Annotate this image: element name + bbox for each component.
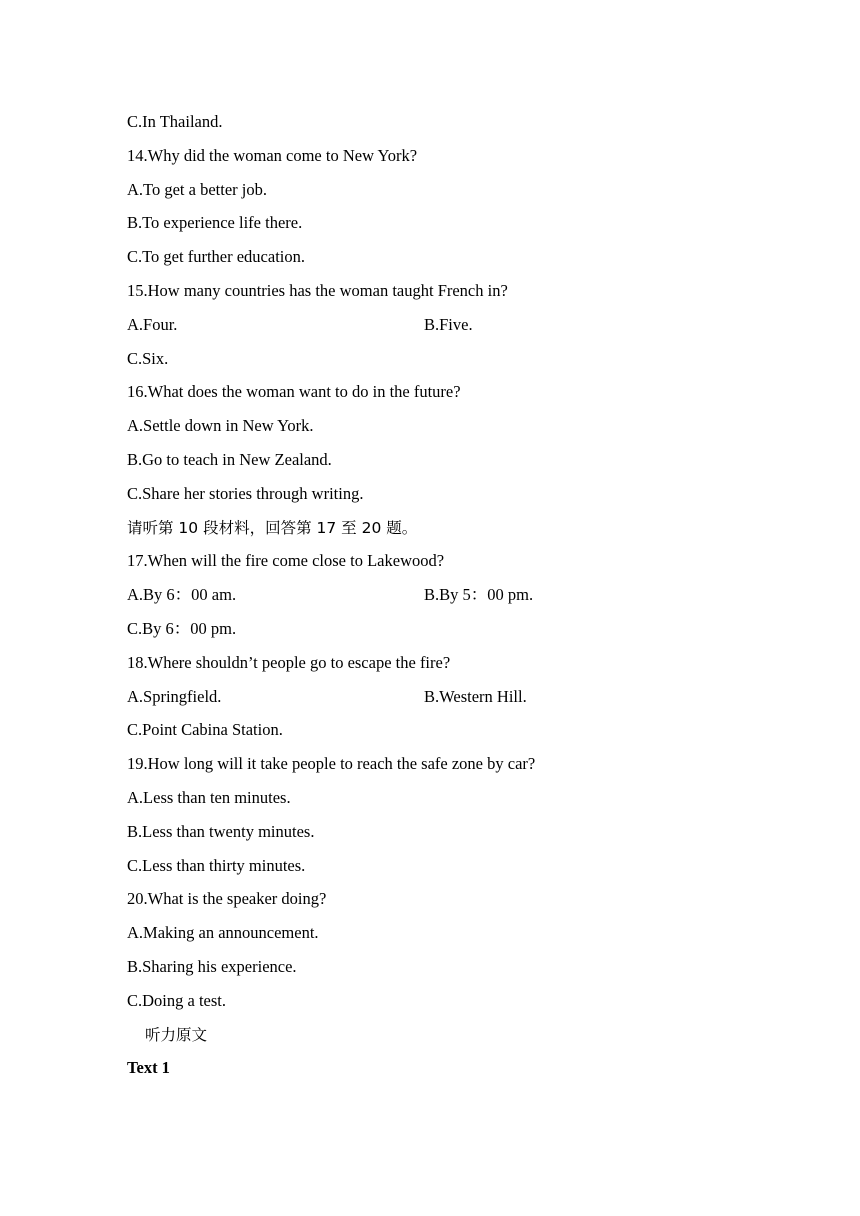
option-18b: B.Western Hill. <box>424 686 527 706</box>
option-20c: C.Doing a test. <box>127 990 226 1010</box>
option-20a: A.Making an announcement. <box>127 923 319 943</box>
option-13c: C.In Thailand. <box>127 112 223 131</box>
options-18-row <box>127 685 767 719</box>
transcript-heading: 听力原文 <box>145 1025 208 1044</box>
option-15c: C.Six. <box>127 348 169 368</box>
option-19b: B.Less than twenty minutes. <box>127 821 315 841</box>
option-16a: A.Settle down in New York. <box>127 416 314 436</box>
question-18: 18.Where shouldn’t people go to escape the fire? <box>127 652 451 672</box>
option-19a: A.Less than ten minutes. <box>127 787 291 807</box>
option-14a: A.To get a better job. <box>127 179 267 199</box>
question-14: 14.Why did the woman come to New York? <box>127 145 418 165</box>
question-17: 17.When will the fire come close to Lakewood? <box>127 551 445 571</box>
option-16b: B.Go to teach in New Zealand. <box>127 449 332 469</box>
option-17b: B.By 5：00 pm. <box>424 585 534 605</box>
options-17-row <box>127 583 767 617</box>
option-18c: C.Point Cabina Station. <box>127 720 283 740</box>
section-instruction: 请听第 10 段材料，回答第 17 至 20 题。 <box>127 518 418 537</box>
option-19c: C.Less than thirty minutes. <box>127 855 306 875</box>
option-16c: C.Share her stories through writing. <box>127 483 364 503</box>
document-page <box>127 110 767 1090</box>
options-15-row <box>127 313 767 347</box>
option-18a: A.Springfield. <box>127 686 222 706</box>
option-20b: B.Sharing his experience. <box>127 956 297 976</box>
option-17c: C.By 6：00 pm. <box>127 618 237 638</box>
option-14c: C.To get further education. <box>127 247 305 267</box>
option-17a: A.By 6：00 am. <box>127 585 237 605</box>
question-19: 19.How long will it take people to reach the safe zone by car? <box>127 754 536 774</box>
option-15a: A.Four. <box>127 314 178 334</box>
option-15b: B.Five. <box>424 314 473 334</box>
text-1-heading: Text 1 <box>127 1058 170 1078</box>
question-15: 15.How many countries has the woman taught French in? <box>127 280 508 300</box>
question-20: 20.What is the speaker doing? <box>127 889 327 909</box>
question-16: 16.What does the woman want to do in the future? <box>127 382 461 402</box>
option-14b: B.To experience life there. <box>127 213 303 233</box>
